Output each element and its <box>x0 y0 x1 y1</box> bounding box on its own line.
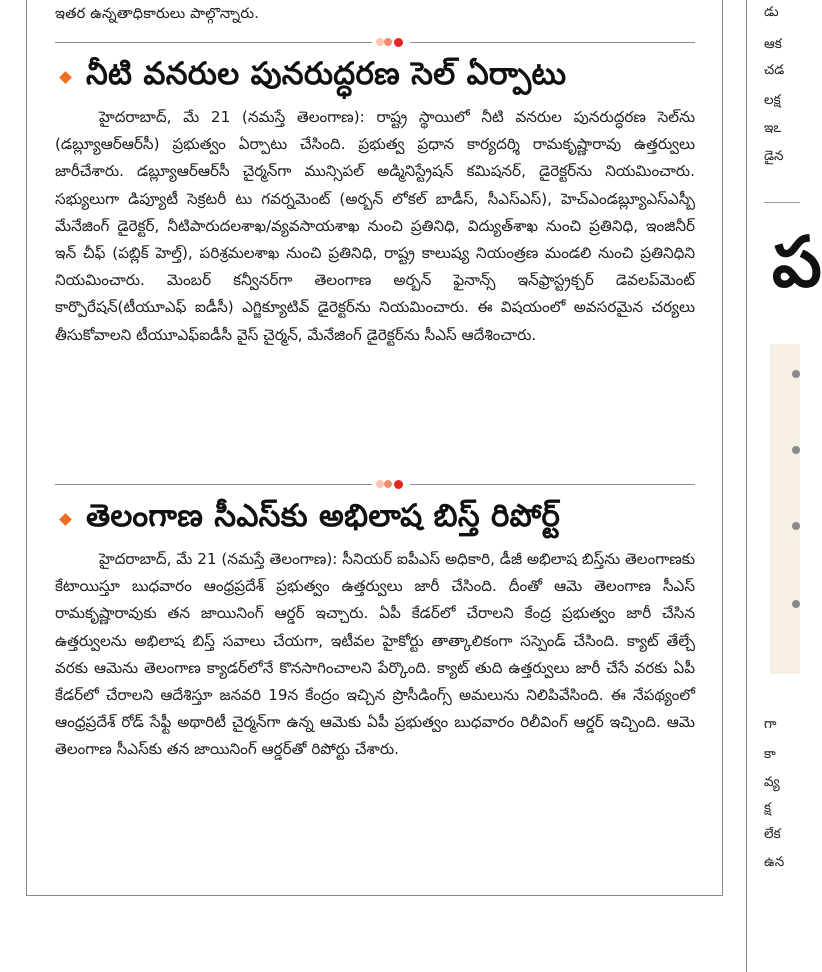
bullet-dot-icon <box>792 522 800 530</box>
right-column-fragment: డైన <box>764 148 784 164</box>
right-column-divider <box>764 202 800 203</box>
bullet-dot-icon <box>792 370 800 378</box>
right-column-heading-fragment: ప <box>772 221 822 303</box>
article-body: హైదరాబాద్, మే 21 (నమస్తే తెలంగాణ): రాష్ట్ర స్థాయిలో నీటి వనరుల పునరుద్ధరణ సెల్‌ను (డబ్ల్యూఆర్‌ఆర్‌సీ) ప్రభుత్వం ఏర్పాటు చేసింది. ప్రభుత్వ ప్రధాన కార్యదర్శి రామకృష్ణారావు ఉత్తర్వులు జారీచేశారు. డబ్ల్యూఆర్‌ఆర్‌సీ చైర్మన్‌గా మున్సిపల్ అడ్మినిస్ట్రేషన్ కమిషనర్, డైరెక్టర్‌ను నియమించారు. సభ్యులుగా డిప్యూటీ సెక్రటరీ టు గవర్నమెంట్ (అర్బన్ లోకల్ బాడీస్, సీఎస్ఎస్), హెచ్ఎండబ్ల్యూఎస్ఎస్బీ మేనేజింగ్ డైరెక్టర్, నీటిపారుదలశాఖ/వ్యవసాయశాఖ నుంచి ప్రతినిధి, విద్యుత్‌శాఖ నుంచి ప్రతినిధి, ఇంజినీర్ ఇన్ చీఫ్ (పబ్లిక్ హెల్త్), పరిశ్రమలశాఖ నుంచి ప్రతినిధి, రాష్ట్ర కాలుష్య నియంత్రణ మండలి నుంచి ప్రతినిధిని నియమించారు. మెంబర్ కన్వీనర్‌గా తెలంగాణ అర్బన్ ఫైనాన్స్ ఇన్‌ఫ్రాస్ట్రక్చర్ డెవలప్‌మెంట్ కార్పొరేషన్(టీయూఎఫ్ ఐడీసీ) ఎగ్జిక్యూటివ్ డైరెక్టర్‌ను నియమించారు. ఈ విషయంలో అవసరమైన చర్యలు తీసుకోవాలని టీయూఎఫ్ఐడీసీ వైస్ చైర్మన్, మేనేజింగ్ డైరెక్టర్‌ను సీఎస్ ఆదేశించారు. <box>55 108 695 344</box>
divider-ornament-icon <box>372 36 410 48</box>
right-column-fragment: వ్య <box>764 774 780 790</box>
right-column-fragment: లక్ష <box>764 92 781 108</box>
right-column-fragment: ఉన <box>764 854 785 870</box>
article-body: హైదరాబాద్, మే 21 (నమస్తే తెలంగాణ): సీనియర్ ఐపీఎస్ అధికారి, డీజీ అభిలాష బిస్త్‌ను తెలంగాణకు కేటాయిస్తూ బుధవారం ఆంధ్రప్రదేశ్ ప్రభుత్వం ఉత్తర్వులు జారీ చేసింది. దీంతో ఆమె తెలంగాణ సీఎస్ రామకృష్ణారావుకు తన జాయినింగ్ ఆర్డర్ ఇచ్చారు. ఏపీ కేడర్‌లో చేరాలని కేంద్ర ప్రభుత్వం జారీ చేసిన ఉత్తర్వులను అభిలాష బిస్త్ సవాలు చేయగా, ఇటీవల హైకోర్టు తాత్కాలికంగా సస్పెండ్ చేసింది. క్యాట్ తేల్చే వరకు ఆమెను తెలంగాణ క్యాడర్‌లోనే కొనసాగించాలని పేర్కొంది. క్యాట్ తుది ఉత్తర్వులు జారీ చేసే వరకు ఏపీ కేడర్‌లో చేరాలని ఆదేశిస్తూ జనవరి 19న కేంద్రం ఇచ్చిన ప్రొసీడింగ్స్ అమలును నిలిపివేసింది. ఈ నేపథ్యంలో ఆంధ్రప్రదేశ్ రోడ్ సేఫ్టీ అథారిటీ చైర్మన్‌గా ఉన్న ఆమెకు ఏపీ ప్రభుత్వం బుధవారం రిలీవింగ్ ఆర్డర్ ఇచ్చింది. ఆమె తెలంగాణ సీఎస్‌కు తన జాయినింగ్ ఆర్డర్‌తో రిపోర్టు చేశారు. <box>55 550 695 759</box>
right-column-fragment: చడ <box>764 62 785 78</box>
diamond-bullet-icon <box>59 513 72 526</box>
bullet-dot-icon <box>792 600 800 608</box>
article-headline <box>55 498 560 541</box>
diamond-bullet-icon <box>59 71 72 84</box>
right-column-fragment: లేక <box>764 826 781 842</box>
right-column-fragment: కా <box>764 746 776 762</box>
headline-text: నీటి వనరుల పునరుద్ధరణ సెల్ ఏర్పాటు <box>86 56 567 92</box>
right-column-fragment: డు <box>764 4 779 20</box>
right-column-fragment: గా <box>764 716 777 732</box>
bullet-dot-icon <box>792 446 800 454</box>
previous-article-tail: ఇతర ఉన్నతాధికారులు పాల్గొన్నారు. <box>55 6 260 22</box>
divider-ornament-icon <box>372 478 410 490</box>
column-separator <box>746 0 747 972</box>
right-column-fragment: ఇఽ <box>764 120 782 136</box>
headline-text: తెలంగాణ సీఎస్‌కు అభిలాష బిస్త్ రిపోర్ట్ <box>86 498 561 534</box>
right-column-fragment: ఆక <box>764 36 782 52</box>
article-headline <box>55 56 566 99</box>
main-article-panel <box>26 0 723 896</box>
right-column-fragment: క్ష <box>764 800 772 816</box>
right-column-highlight-box <box>770 344 800 674</box>
